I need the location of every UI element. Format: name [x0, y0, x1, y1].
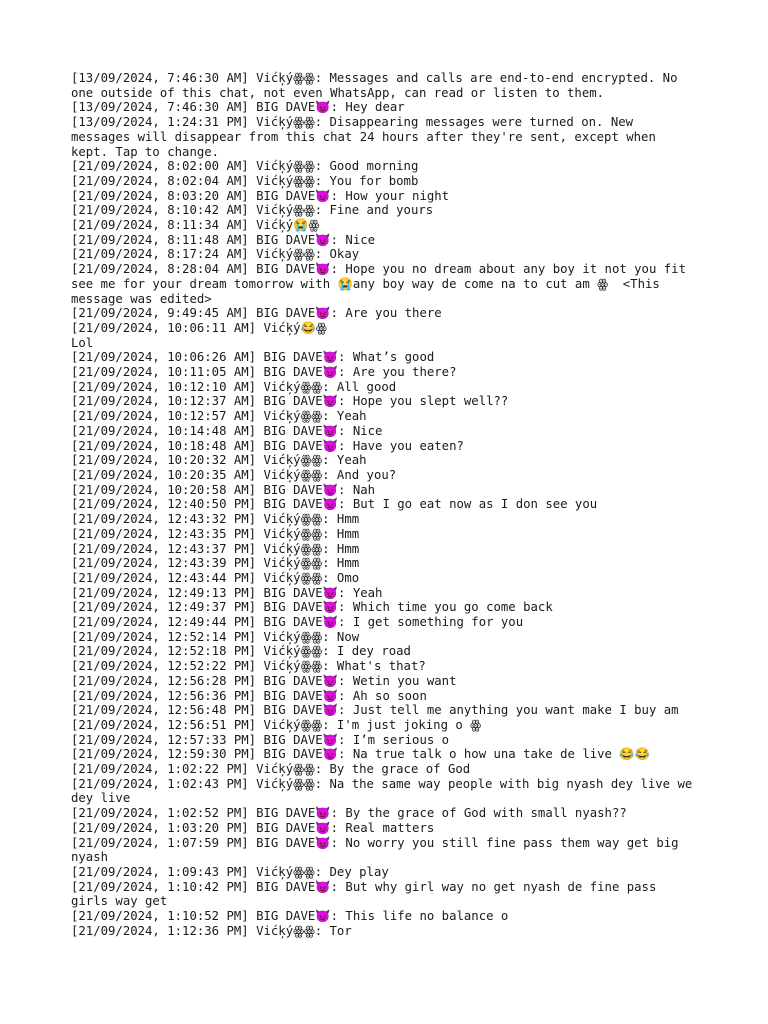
chat-message-line: [13/09/2024, 1:24:31 PM] Vićķýꙮꙮ: Disappearing messages were turned on. New messages will disappear from this chat 24 hours after they're sent, except when kept. Tap to change. [71, 115, 664, 159]
chat-message-line: [21/09/2024, 1:12:36 PM] Vićķýꙮꙮ: Tor [71, 923, 352, 938]
chat-message-line: [21/09/2024, 12:40:50 PM] BIG DAVE😈: But I go eat now as I don see you [71, 497, 598, 512]
chat-message-line: [21/09/2024, 8:02:00 AM] Vićķýꙮꙮ: Good morning [71, 159, 419, 174]
chat-message-line: [21/09/2024, 12:59:30 PM] BIG DAVE😈: Na true talk o how una take de live 😂😂 [71, 747, 650, 762]
chat-transcript [71, 71, 699, 938]
chat-message-line: [21/09/2024, 10:14:48 AM] BIG DAVE😈: Nice [71, 423, 383, 438]
chat-message-line: [21/09/2024, 10:12:57 AM] Vićķýꙮꙮ: Yeah [71, 409, 367, 424]
chat-message-line: [21/09/2024, 12:49:44 PM] BIG DAVE😈: I get something for you [71, 615, 524, 630]
chat-message-line: [21/09/2024, 12:52:22 PM] Vićķýꙮꙮ: What's that? [71, 659, 426, 674]
chat-message-line: [21/09/2024, 12:43:35 PM] Vićķýꙮꙮ: Hmm [71, 526, 360, 541]
chat-message-line: [21/09/2024, 10:20:35 AM] Vićķýꙮꙮ: And you? [71, 467, 397, 482]
chat-message-line: [21/09/2024, 10:06:11 AM] Vićķý😂ꙮ [71, 320, 327, 335]
chat-message-line: [21/09/2024, 12:57:33 PM] BIG DAVE😈: I’m serious o [71, 732, 450, 747]
chat-message-line: [21/09/2024, 8:02:04 AM] Vićķýꙮꙮ: You for bomb [71, 173, 419, 188]
chat-message-line: [21/09/2024, 1:07:59 PM] BIG DAVE😈: No worry you still fine pass them way get big nyash [71, 835, 686, 865]
chat-message-line: [21/09/2024, 12:56:48 PM] BIG DAVE😈: Just tell me anything you want make I buy am [71, 703, 679, 718]
chat-message-line: [21/09/2024, 12:56:51 PM] Vićķýꙮꙮ: I'm just joking o ꙮ [71, 717, 481, 732]
chat-message-line: [21/09/2024, 8:03:20 AM] BIG DAVE😈: How your night [71, 188, 450, 203]
chat-message-line: [21/09/2024, 12:43:39 PM] Vićķýꙮꙮ: Hmm [71, 556, 360, 571]
chat-message-line: [21/09/2024, 12:52:18 PM] Vićķýꙮꙮ: I dey road [71, 644, 411, 659]
chat-message-line: [21/09/2024, 1:10:42 PM] BIG DAVE😈: But why girl way no get nyash de fine pass girls way get [71, 879, 664, 909]
chat-message-line: [21/09/2024, 12:49:13 PM] BIG DAVE😈: Yeah [71, 585, 383, 600]
chat-message-line: [21/09/2024, 10:18:48 AM] BIG DAVE😈: Have you eaten? [71, 438, 464, 453]
chat-message-line: [21/09/2024, 8:11:34 AM] Vićķý😭ꙮ [71, 218, 320, 233]
chat-message-line: [21/09/2024, 10:12:37 AM] BIG DAVE😈: Hope you slept well?? [71, 394, 509, 409]
chat-message-line: [13/09/2024, 7:46:30 AM] BIG DAVE😈: Hey dear [71, 100, 405, 115]
chat-message-line: [21/09/2024, 12:56:28 PM] BIG DAVE😈: Wetin you want [71, 673, 457, 688]
chat-message-line: [21/09/2024, 1:02:43 PM] Vićķýꙮꙮ: Na the same way people with big nyash dey live we dey live [71, 776, 700, 806]
chat-message-line: [21/09/2024, 1:09:43 PM] Vićķýꙮꙮ: Dey play [71, 864, 389, 879]
chat-message-line: [21/09/2024, 10:11:05 AM] BIG DAVE😈: Are you there? [71, 365, 457, 380]
chat-message-line: [21/09/2024, 12:43:44 PM] Vićķýꙮꙮ: Omo [71, 570, 360, 585]
chat-message-line: [21/09/2024, 8:10:42 AM] Vićķýꙮꙮ: Fine and yours [71, 203, 434, 218]
chat-message-line: [21/09/2024, 1:02:22 PM] Vićķýꙮꙮ: By the grace of God [71, 762, 471, 777]
chat-message-line: [21/09/2024, 1:02:52 PM] BIG DAVE😈: By the grace of God with small nyash?? [71, 806, 627, 821]
chat-message-line: [21/09/2024, 10:12:10 AM] Vićķýꙮꙮ: All good [71, 379, 397, 394]
chat-message-line: [21/09/2024, 12:49:37 PM] BIG DAVE😈: Which time you go come back [71, 600, 553, 615]
chat-message-line: [21/09/2024, 10:20:58 AM] BIG DAVE😈: Nah [71, 482, 376, 497]
chat-message-line: [21/09/2024, 12:52:14 PM] Vićķýꙮꙮ: Now [71, 629, 360, 644]
chat-message-line: [21/09/2024, 12:43:37 PM] Vićķýꙮꙮ: Hmm [71, 541, 360, 556]
chat-message-line: [21/09/2024, 8:11:48 AM] BIG DAVE😈: Nice [71, 232, 376, 247]
chat-message-line: [13/09/2024, 7:46:30 AM] Vićķýꙮꙮ: Messages and calls are end-to-end encrypted. No one outside of this chat, not even WhatsApp, can read or listen to them. [71, 71, 685, 100]
chat-message-line: [21/09/2024, 10:20:32 AM] Vićķýꙮꙮ: Yeah [71, 453, 367, 468]
chat-message-line: [21/09/2024, 10:06:26 AM] BIG DAVE😈: What’s good [71, 350, 435, 365]
chat-message-line: Lol [71, 335, 94, 350]
chat-message-line: [21/09/2024, 9:49:45 AM] BIG DAVE😈: Are you there [71, 306, 442, 321]
chat-message-line: [21/09/2024, 1:10:52 PM] BIG DAVE😈: This life no balance o [71, 909, 509, 924]
chat-message-line: [21/09/2024, 1:03:20 PM] BIG DAVE😈: Real matters [71, 820, 435, 835]
chat-message-line: [21/09/2024, 12:56:36 PM] BIG DAVE😈: Ah so soon [71, 688, 427, 703]
chat-message-line: [21/09/2024, 8:28:04 AM] BIG DAVE😈: Hope you no dream about any boy it not you fit see me for your dream tomorrow with 😭any boy way de come na to cut am ꙮ <This message was edited> [71, 262, 694, 306]
chat-message-line: [21/09/2024, 8:17:24 AM] Vićķýꙮꙮ: Okay [71, 247, 360, 262]
chat-message-line: [21/09/2024, 12:43:32 PM] Vićķýꙮꙮ: Hmm [71, 512, 360, 527]
